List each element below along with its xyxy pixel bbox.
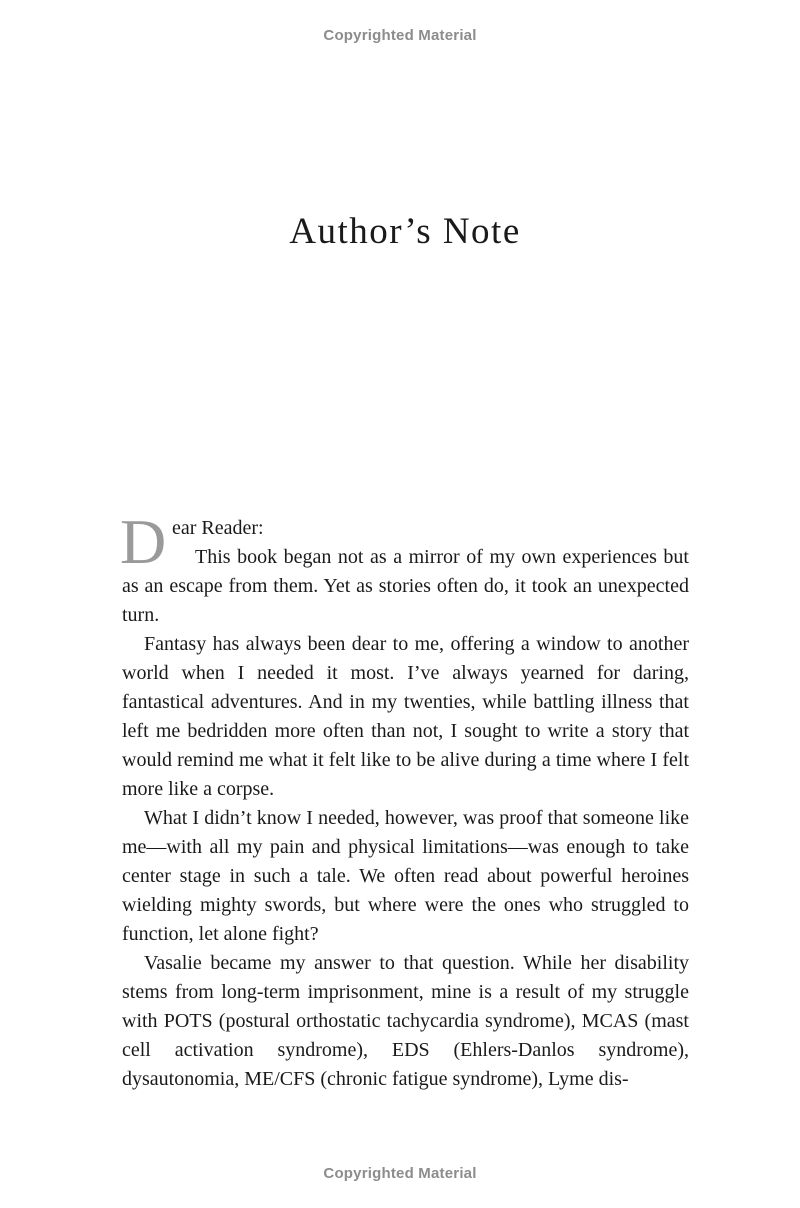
paragraph: Fantasy has always been dear to me, offering a window to another world when I needed it most. I’ve always yearned for daring, fantastical adventures. And in my twenties, while battling illness that left me bedridden more often than not, I sought to write a story that would remind me what it felt like to be alive during a time where I felt more like a corpse. xyxy=(122,633,689,800)
chapter-title: Author’s Note xyxy=(289,211,521,252)
copyright-watermark-bottom: Copyrighted Material xyxy=(323,1165,477,1182)
salutation xyxy=(120,506,689,577)
drop-cap: D xyxy=(120,506,167,577)
copyright-watermark-top: Copyrighted Material xyxy=(323,27,477,44)
body-text xyxy=(120,506,689,1094)
paragraph: What I didn’t know I needed, however, was proof that someone like me—with all my pain and physical limitations—was enough to take center stage in such a tale. We often read about powerful heroines wielding mighty swords, but where were the ones who struggled to function, let alone fight? xyxy=(122,807,689,945)
salutation-text: ear Reader: xyxy=(172,517,264,539)
paragraph: This book began not as a mirror of my own experiences but as an escape from them. Yet as stories often do, it took an unexpected turn. xyxy=(122,546,689,626)
paragraph: Vasalie became my answer to that question. While her disability stems from long-term imprisonment, mine is a result of my struggle with POTS (postural orthostatic tachycardia syndrome), MCAS (mast cell activation syndrome), EDS (Ehlers-Danlos syndrome), dysautonomia, ME/CFS (chronic fatigue syndrome), Lyme dis- xyxy=(122,952,689,1090)
